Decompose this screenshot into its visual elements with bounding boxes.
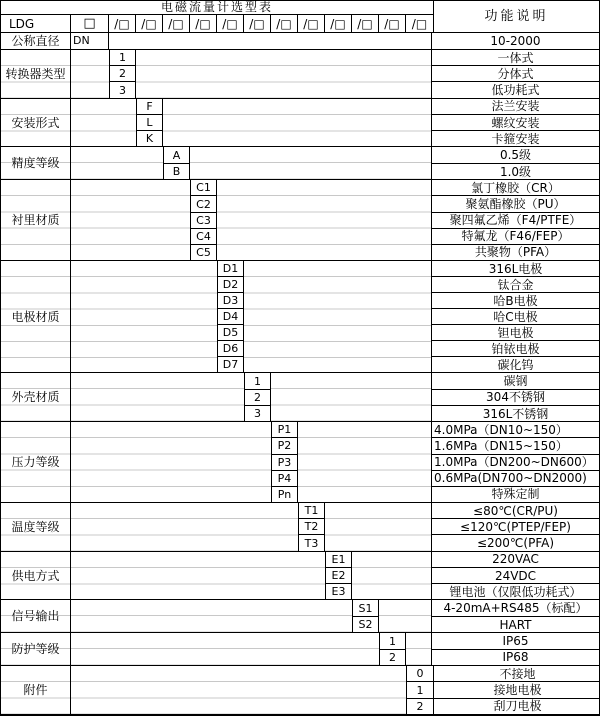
left-spacer-housing-material xyxy=(71,373,244,421)
group-converter-type xyxy=(1,49,599,98)
left-spacer-accessories xyxy=(71,666,406,714)
group-label-nominal-diameter: 公称直径 xyxy=(1,33,71,49)
code-accessories-2: 2 xyxy=(416,699,424,713)
right-spacer-nominal-diameter xyxy=(109,33,431,49)
right-spacer-converter-type xyxy=(136,50,431,98)
table-header xyxy=(1,1,599,33)
code-pressure-rating-P2: P2 xyxy=(272,438,297,454)
left-spacer-converter-type xyxy=(71,50,109,98)
desc-electrode-material-D4: 哈C电极 xyxy=(432,309,599,325)
code-column-protection-rating xyxy=(379,633,406,665)
model-slash-box: /□ xyxy=(325,15,352,32)
model-slash-box: /□ xyxy=(271,15,298,32)
desc-column-signal-output xyxy=(431,600,599,632)
code-column-accessories xyxy=(406,666,433,714)
code-electrode-material-D6: D6 xyxy=(218,341,243,357)
group-label-accessories: 附件 xyxy=(1,666,71,714)
code-accuracy-class-A: A xyxy=(164,147,189,163)
code-electrode-material-D7: D7 xyxy=(222,358,239,372)
desc-electrode-material-D1: 316L电极 xyxy=(432,261,599,277)
code-installation-type-L: L xyxy=(137,115,162,131)
group-accuracy-class xyxy=(1,146,599,179)
model-slash-box: /□ xyxy=(379,15,406,32)
group-label-signal-output: 信号输出 xyxy=(1,600,71,632)
code-temperature-rating-T2: T2 xyxy=(299,519,324,535)
model-slash-box: /□ xyxy=(352,15,379,32)
right-spacer-accuracy-class xyxy=(190,147,431,179)
model-slash-box: /□ xyxy=(190,15,217,32)
code-column-power-supply xyxy=(325,552,352,600)
left-spacer-signal-output xyxy=(71,600,352,632)
right-spacer-protection-rating xyxy=(406,633,431,665)
code-column-converter-type xyxy=(109,50,136,98)
model-boxes xyxy=(109,15,433,32)
desc-column-housing-material xyxy=(431,373,599,421)
left-spacer-liner-material xyxy=(71,180,190,260)
left-spacer-accuracy-class xyxy=(71,147,163,179)
header-left xyxy=(1,1,433,32)
desc-temperature-rating-T1: ≤80℃(CR/PU) xyxy=(432,503,599,519)
code-electrode-material-D4: D4 xyxy=(218,309,243,325)
code-installation-type-F: F xyxy=(137,99,162,115)
group-label-accuracy-class: 精度等级 xyxy=(1,147,71,179)
group-housing-material xyxy=(1,372,599,421)
code-column-accuracy-class xyxy=(163,147,190,179)
desc-pressure-rating-P2: 1.6MPa（DN15~150） xyxy=(432,438,599,454)
model-code-row xyxy=(1,15,433,32)
group-label-protection-rating: 防护等级 xyxy=(1,633,71,665)
code-electrode-material-D5: D5 xyxy=(218,325,243,341)
left-spacer-electrode-material xyxy=(71,261,217,373)
desc-electrode-material-D6: 铂铱电极 xyxy=(432,341,599,357)
right-spacer-housing-material xyxy=(271,373,431,421)
code-protection-rating-2: 2 xyxy=(389,650,396,664)
code-power-supply-E1: E1 xyxy=(326,552,351,568)
function-column-header: 功能说明 xyxy=(433,1,599,32)
desc-column-nominal-diameter xyxy=(431,33,599,49)
group-installation-type xyxy=(1,98,599,147)
desc-column-temperature-rating xyxy=(431,503,599,551)
desc-protection-rating-2: IP68 xyxy=(502,650,529,665)
code-housing-material-3: 3 xyxy=(254,407,261,421)
group-label-power-supply: 供电方式 xyxy=(1,552,71,600)
right-spacer-signal-output xyxy=(379,600,431,632)
desc-electrode-material-D2: 钛合金 xyxy=(432,277,599,293)
code-liner-material-C3: C3 xyxy=(191,213,216,229)
model-slash-box: /□ xyxy=(163,15,190,32)
desc-pressure-rating-P1: 4.0MPa（DN10~150） xyxy=(432,422,599,438)
code-housing-material-1: 1 xyxy=(245,373,270,389)
right-spacer-temperature-rating xyxy=(325,503,431,551)
code-temperature-rating-T3: T3 xyxy=(304,536,319,550)
desc-power-supply-E2: 24VDC xyxy=(432,568,599,584)
desc-column-protection-rating xyxy=(431,633,599,665)
model-slash-box: /□ xyxy=(136,15,163,32)
desc-converter-type-3: 低功耗式 xyxy=(491,83,540,98)
group-electrode-material xyxy=(1,260,599,373)
code-temperature-rating-T1: T1 xyxy=(299,503,324,519)
right-spacer-pressure-rating xyxy=(298,422,431,502)
left-spacer-power-supply xyxy=(71,552,325,600)
code-signal-output-S2: S2 xyxy=(358,618,373,632)
desc-temperature-rating-T3: ≤200℃(PFA) xyxy=(476,536,555,551)
code-installation-type-K: K xyxy=(145,132,154,146)
desc-column-converter-type xyxy=(431,50,599,98)
code-column-housing-material xyxy=(244,373,271,421)
group-pressure-rating xyxy=(1,421,599,502)
code-accuracy-class-B: B xyxy=(172,165,181,179)
right-spacer-electrode-material xyxy=(244,261,431,373)
group-protection-rating xyxy=(1,632,599,665)
desc-pressure-rating-P3: 1.0MPa（DN200~DN600） xyxy=(432,455,599,471)
code-signal-output-S1: S1 xyxy=(353,600,378,616)
code-accessories-1: 1 xyxy=(407,682,433,698)
model-slash-box: /□ xyxy=(298,15,325,32)
desc-temperature-rating-T2: ≤120℃(PTEP/FEP) xyxy=(432,519,599,535)
left-spacer-protection-rating xyxy=(71,633,379,665)
desc-installation-type-F: 法兰安装 xyxy=(432,99,599,115)
model-dn-box: □ xyxy=(71,15,109,32)
group-label-liner-material: 衬里材质 xyxy=(1,180,71,260)
code-protection-rating-1: 1 xyxy=(380,633,405,649)
desc-column-power-supply xyxy=(431,552,599,600)
right-spacer-installation-type xyxy=(163,99,431,147)
desc-accessories-2: 刮刀电极 xyxy=(493,699,542,714)
desc-housing-material-1: 碳钢 xyxy=(432,373,599,389)
code-pressure-rating-P4: P4 xyxy=(272,471,297,487)
desc-installation-type-L: 螺纹安装 xyxy=(432,115,599,131)
right-spacer-power-supply xyxy=(352,552,431,600)
group-label-installation-type: 安装形式 xyxy=(1,99,71,147)
desc-column-electrode-material xyxy=(431,261,599,373)
desc-protection-rating-1: IP65 xyxy=(432,633,599,649)
code-column-nominal-diameter xyxy=(71,33,109,49)
left-spacer-temperature-rating xyxy=(71,503,298,551)
desc-signal-output-S1: 4-20mA+RS485（标配） xyxy=(432,600,599,616)
group-nominal-diameter xyxy=(1,33,599,49)
group-liner-material xyxy=(1,179,599,260)
code-liner-material-C1: C1 xyxy=(191,180,216,196)
desc-power-supply-E3: 锂电池（仅限低功耗式） xyxy=(449,584,582,599)
desc-liner-material-C1: 氯丁橡胶（CR） xyxy=(432,180,599,196)
table-title: 电磁流量计选型表 xyxy=(1,1,433,15)
desc-housing-material-3: 316L不锈钢 xyxy=(482,406,549,421)
desc-column-pressure-rating xyxy=(431,422,599,502)
desc-electrode-material-D7: 碳化钨 xyxy=(497,357,534,372)
code-liner-material-C4: C4 xyxy=(191,229,216,245)
desc-column-accuracy-class xyxy=(431,147,599,179)
model-prefix-label: LDG xyxy=(1,15,71,32)
model-slash-box: /□ xyxy=(244,15,271,32)
model-slash-box: /□ xyxy=(217,15,244,32)
desc-power-supply-E1: 220VAC xyxy=(432,552,599,568)
code-pressure-rating-Pn: Pn xyxy=(277,487,292,501)
model-slash-box: /□ xyxy=(411,16,428,31)
desc-nominal-diameter-DN: 10-2000 xyxy=(490,33,541,48)
desc-signal-output-S2: HART xyxy=(499,617,532,632)
code-electrode-material-D3: D3 xyxy=(218,293,243,309)
desc-accessories-0: 不接地 xyxy=(434,666,600,682)
table-body xyxy=(1,33,599,714)
code-column-signal-output xyxy=(352,600,379,632)
desc-accuracy-class-A: 0.5级 xyxy=(432,147,599,163)
right-spacer-liner-material xyxy=(217,180,431,260)
model-slash-box: /□ xyxy=(109,15,136,32)
desc-column-liner-material xyxy=(431,180,599,260)
desc-converter-type-2: 分体式 xyxy=(432,66,599,82)
desc-converter-type-1: 一体式 xyxy=(432,50,599,66)
code-converter-type-2: 2 xyxy=(110,66,135,82)
desc-liner-material-C2: 聚氨酯橡胶（PU） xyxy=(432,196,599,212)
code-column-electrode-material xyxy=(217,261,244,373)
code-accessories-0: 0 xyxy=(407,666,433,682)
group-temperature-rating xyxy=(1,502,599,551)
group-label-temperature-rating: 温度等级 xyxy=(1,503,71,551)
left-spacer-installation-type xyxy=(71,99,136,147)
code-housing-material-2: 2 xyxy=(245,390,270,406)
code-electrode-material-D2: D2 xyxy=(218,277,243,293)
desc-column-installation-type xyxy=(431,99,599,147)
code-liner-material-C5: C5 xyxy=(196,245,211,259)
desc-liner-material-C5: 共聚物（PFA） xyxy=(474,245,557,260)
code-power-supply-E3: E3 xyxy=(331,585,346,599)
left-spacer-pressure-rating xyxy=(71,422,271,502)
code-converter-type-3: 3 xyxy=(119,83,126,97)
group-label-electrode-material: 电极材质 xyxy=(1,261,71,373)
code-converter-type-1: 1 xyxy=(110,50,135,66)
code-power-supply-E2: E2 xyxy=(326,568,351,584)
code-column-liner-material xyxy=(190,180,217,260)
group-label-housing-material: 外壳材质 xyxy=(1,373,71,421)
desc-accuracy-class-B: 1.0级 xyxy=(499,164,532,179)
group-accessories xyxy=(1,665,599,714)
desc-pressure-rating-Pn: 特殊定制 xyxy=(491,487,540,502)
code-pressure-rating-P3: P3 xyxy=(272,455,297,471)
desc-liner-material-C4: 特氟龙（F46/FEP） xyxy=(432,229,599,245)
code-nominal-diameter-DN: DN xyxy=(73,34,90,48)
code-electrode-material-D1: D1 xyxy=(218,261,243,277)
code-column-temperature-rating xyxy=(298,503,325,551)
desc-housing-material-2: 304不锈钢 xyxy=(432,390,599,406)
desc-pressure-rating-P4: 0.6MPa(DN700~DN2000) xyxy=(432,471,599,487)
code-liner-material-C2: C2 xyxy=(191,196,216,212)
desc-electrode-material-D3: 哈B电极 xyxy=(432,293,599,309)
group-label-pressure-rating: 压力等级 xyxy=(1,422,71,502)
desc-accessories-1: 接地电极 xyxy=(434,682,600,698)
desc-liner-material-C3: 聚四氟乙烯（F4/PTFE） xyxy=(432,213,599,229)
group-label-converter-type: 转换器类型 xyxy=(1,50,71,98)
desc-column-accessories xyxy=(433,666,600,714)
code-pressure-rating-P1: P1 xyxy=(272,422,297,438)
group-power-supply xyxy=(1,551,599,600)
desc-installation-type-K: 卡箍安装 xyxy=(491,131,540,146)
code-column-pressure-rating xyxy=(271,422,298,502)
code-column-installation-type xyxy=(136,99,163,147)
desc-electrode-material-D5: 钽电极 xyxy=(432,325,599,341)
group-signal-output xyxy=(1,599,599,632)
